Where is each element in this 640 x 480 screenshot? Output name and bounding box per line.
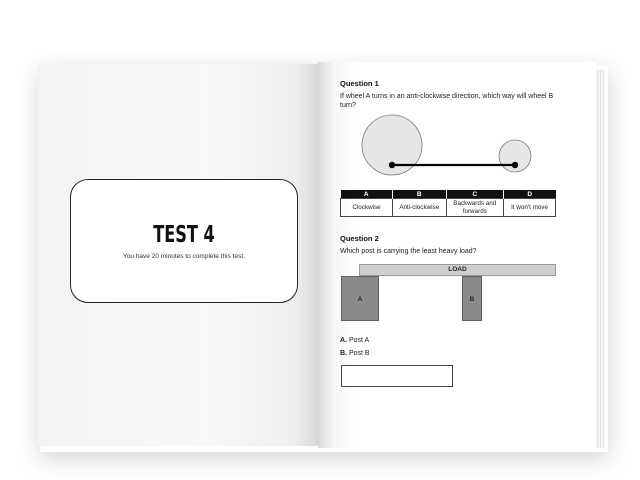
question-2-text: Which post is carrying the least heavy load? bbox=[340, 248, 477, 255]
answer-letter-b: B bbox=[393, 190, 447, 199]
answer-option-d[interactable]: It won't move bbox=[504, 199, 556, 217]
answer-table bbox=[340, 190, 556, 217]
answer-letter-d: D bbox=[504, 190, 556, 199]
answer-option-b[interactable]: Anti-clockwise bbox=[393, 199, 447, 217]
option-label: Post B bbox=[348, 350, 370, 357]
option-post-b[interactable] bbox=[340, 350, 370, 357]
answer-letter-c: C bbox=[446, 190, 504, 199]
question-1-text: If wheel A turns in an anti-clockwise direction, which way will wheel B turn? bbox=[340, 93, 554, 109]
wheels-diagram bbox=[355, 112, 540, 180]
load-beam: LOAD bbox=[359, 264, 556, 276]
answer-option-a[interactable]: Clockwise bbox=[341, 199, 393, 217]
wheel-b-pivot bbox=[512, 162, 518, 168]
test-title-box bbox=[70, 179, 298, 303]
wheel-a-pivot bbox=[389, 162, 395, 168]
answer-letter-a: A bbox=[341, 190, 393, 199]
option-letter: A. bbox=[340, 337, 347, 344]
answer-option-c[interactable]: Backwards and forwards bbox=[446, 199, 504, 217]
question-1-title: Question 1 bbox=[340, 79, 379, 88]
test-subtitle: You have 20 minutes to complete this test. bbox=[123, 253, 245, 260]
post-a: A bbox=[341, 276, 379, 321]
test-title: TEST 4 bbox=[153, 222, 215, 248]
option-letter: B. bbox=[340, 350, 347, 357]
answer-input-box[interactable] bbox=[341, 365, 453, 387]
post-b: B bbox=[462, 276, 482, 321]
option-post-a[interactable] bbox=[340, 337, 369, 344]
option-label: Post A bbox=[348, 337, 370, 344]
question-2-title: Question 2 bbox=[340, 234, 379, 243]
